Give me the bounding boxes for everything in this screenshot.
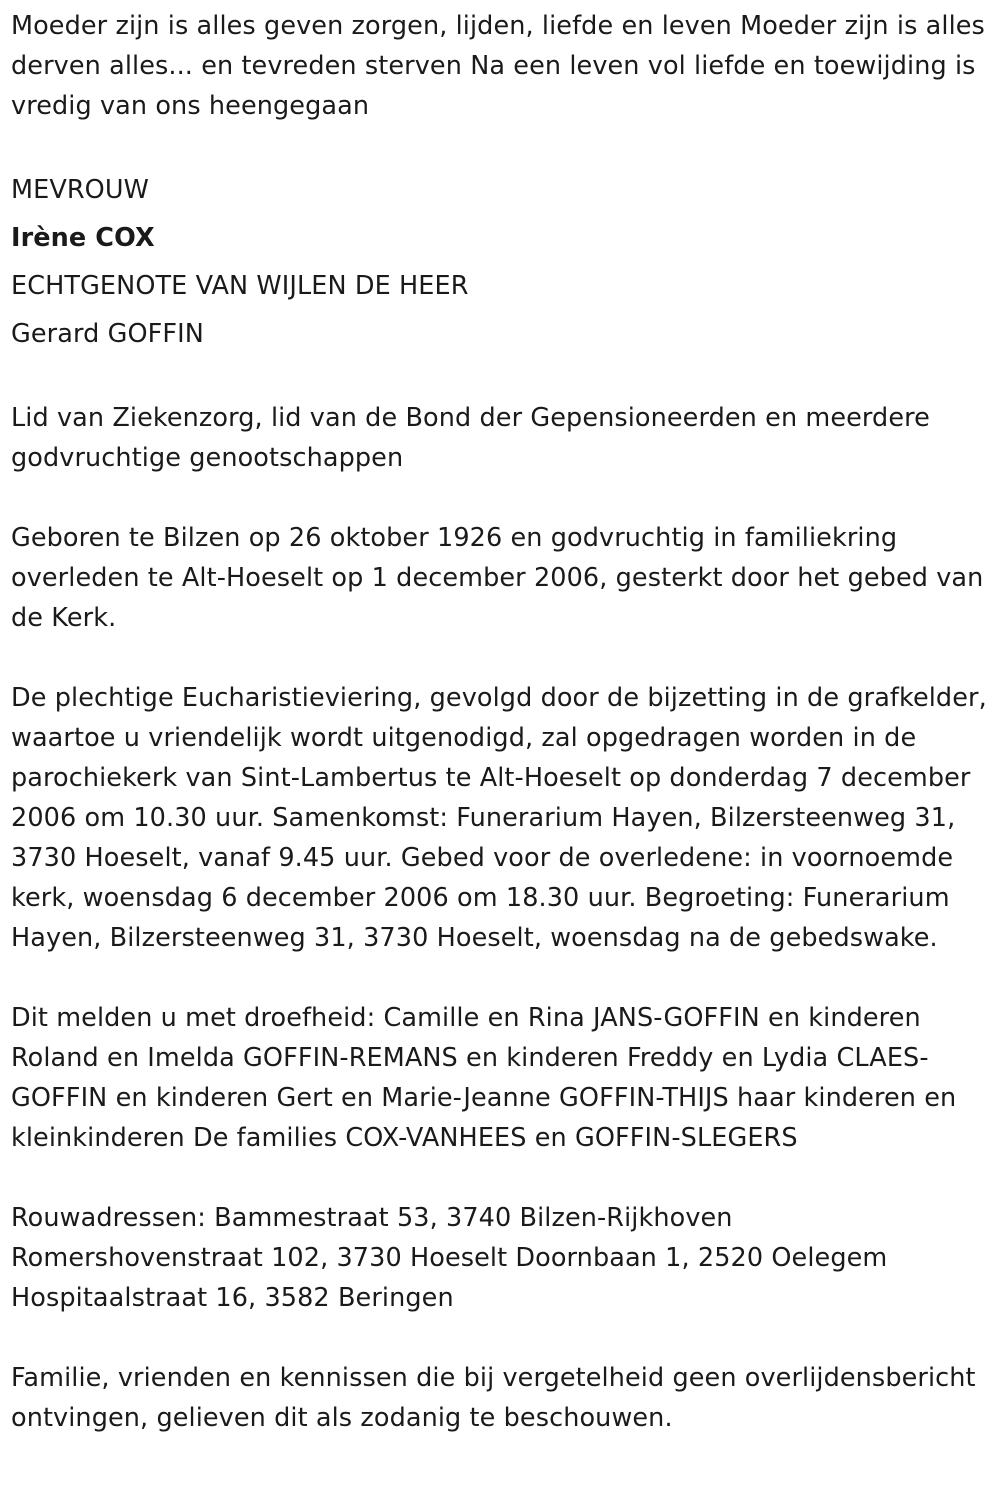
addresses-paragraph: Rouwadressen: Bammestraat 53, 3740 Bilzen-Rijkhoven Romershovenstraat 102, 3730 Hoeselt Doornbaan 1, 2520 Oelegem Hospitaalstraat 16, 3582 Beringen: [11, 1203, 888, 1313]
memberships-paragraph: Lid van Ziekenzorg, lid van de Bond der Gepensioneerden en meerdere godvruchtige genootschappen: [11, 403, 930, 473]
spacer: [11, 358, 990, 398]
title-text: MEVROUW: [11, 175, 149, 205]
spacer: [11, 638, 990, 678]
spacer: [11, 958, 990, 998]
deceased-name: Irène COX: [11, 223, 155, 253]
ceremony-paragraph: De plechtige Eucharistieviering, gevolgd door de bijzetting in de grafkelder, waartoe u vriendelijk wordt uitgenodigd, zal opgedragen worden in de parochiekerk van Sint-Lambertus te Alt-Hoeselt op donderdag 7 december 2006 om 10.30 uur. Samenkomst: Funerarium Hayen, Bilzersteenweg 31, 3730 Hoeselt, vanaf 9.45 uur. Gebed voor de overledene: in voornoemde kerk, woensdag 6 december 2006 om 18.30 uur. Begroeting: Funerarium Hayen, Bilzersteenweg 31, 3730 Hoeselt, woensdag na de gebedswake.: [11, 683, 987, 953]
spacer: [11, 126, 990, 166]
spacer: [11, 1318, 990, 1358]
intro-paragraph: Moeder zijn is alles geven zorgen, lijden, liefde en leven Moeder zijn is alles derven alles... en tevreden sterven Na een leven vol liefde en toewijding is vredig van ons heengegaan: [11, 11, 985, 121]
spacer: [11, 478, 990, 518]
closing-paragraph: Familie, vrienden en kennissen die bij vergetelheid geen overlijdensbericht ontvingen, gelieven dit als zodanig te beschouwen.: [11, 1363, 976, 1433]
born-died-paragraph: Geboren te Bilzen op 26 oktober 1926 en godvruchtig in familiekring overleden te Alt-Hoeselt op 1 december 2006, gesterkt door het gebed van de Kerk.: [11, 523, 984, 633]
announcers-paragraph: Dit melden u met droefheid: Camille en Rina JANS-GOFFIN en kinderen Roland en Imelda GOFFIN-REMANS en kinderen Freddy en Lydia CLAES-GOFFIN en kinderen Gert en Marie-Jeanne GOFFIN-THIJS haar kinderen en kleinkinderen De families COX-VANHEES en GOFFIN-SLEGERS: [11, 1003, 957, 1153]
relation-text: ECHTGENOTE VAN WIJLEN DE HEER: [11, 271, 469, 301]
spacer: [11, 1158, 990, 1198]
spouse-name: Gerard GOFFIN: [11, 319, 204, 349]
